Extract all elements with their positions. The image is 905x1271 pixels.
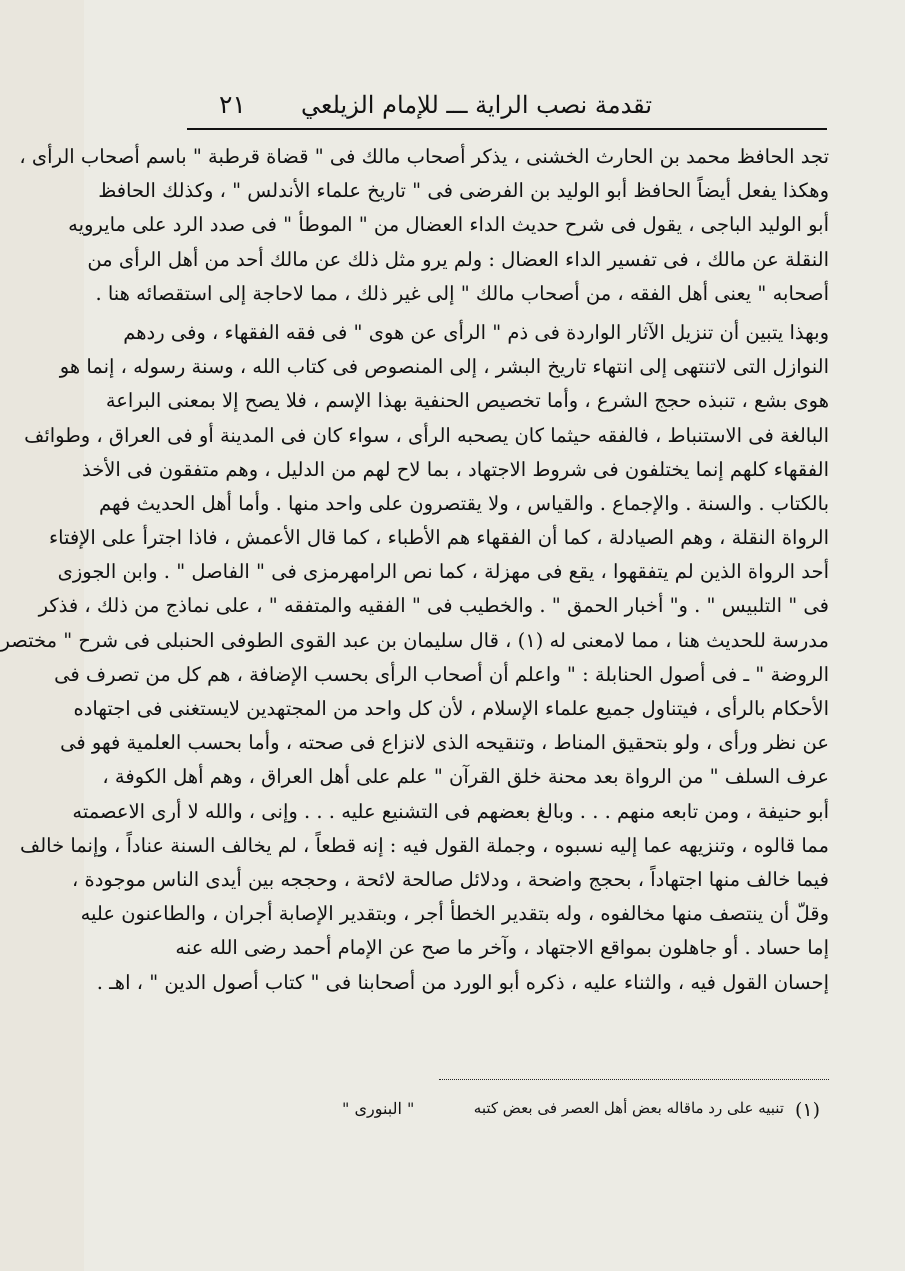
text-line: بالكتاب . والسنة . والإجماع . والقياس ، ولا يقتصرون على واحد منها . وأما أهل الحديث فهم xyxy=(99,491,829,515)
text-line: الفقهاء كلهم إنما يختلفون فى شروط الاجتهاد ، بما لاح لهم من الدليل ، وهم متفقون فى الأخذ xyxy=(81,457,829,481)
main-text xyxy=(0,140,829,1000)
text-line: عرف السلف " من الرواة بعد محنة خلق القرآن " علم على أهل العراق ، وهم أهل الكوفة ، xyxy=(102,765,829,789)
text-line: تجد الحافظ محمد بن الحارث الخشنى ، يذكر أصحاب مالك فى " قضاة قرطبة " باسم أصحاب الرأى ، xyxy=(19,145,829,168)
page-number: ٢١ xyxy=(219,90,246,119)
text-line: فيما خالف منها اجتهاداً ، بحجج واضحة ، ودلائل صالحة لائحة ، وحججه بين أيدى الناس موجودة ، xyxy=(72,867,829,891)
text-line: النوازل التى لاتنتهى إلى انتهاء تاريخ البشر ، إلى المنصوص فى كتاب الله ، وسنة رسوله ، إنما هو xyxy=(59,355,829,379)
text-line: مما قالوه ، وتنزيهه عما إليه نسبوه ، وجملة القول فيه : إنه قطعاً ، لم يخالف السنة عناداً ، وإنما خالف xyxy=(20,833,829,857)
text-line: أصحابه " يعنى أهل الفقه ، من أصحاب مالك " إلى غير ذلك ، مما لاحاجة إلى استقصائه هنا . xyxy=(95,281,829,305)
footnote-text: تنبيه على رد ماقاله بعض أهل العصر فى بعض كتبه xyxy=(473,1099,784,1117)
text-line: أحد الرواة الذين لم يتفقهوا ، يقع فى مهزلة ، كما نص الرامهرمزى فى " الفاصل " . وابن الجوزى xyxy=(57,560,829,584)
text-line: الرواة النقلة ، وهم الصيادلة ، كما أن الفقهاء هم الأطباء ، كما قال الأعمش ، فاذا اجترأ على الإفتاء xyxy=(48,526,829,550)
text-line: فى " التلبيس " . و" أخبار الحمق " . والخطيب فى " الفقيه والمتفقه " ، على نماذج من ذلك ، فذكر xyxy=(38,594,829,618)
text-line: النقلة عن مالك ، فى تفسير الداء العضال : ولم يرو مثل ذلك عن مالك أحد من أهل الرأى من xyxy=(87,247,829,271)
text-line: إما حساد . أو جاهلون بمواقع الاجتهاد ، وآخر ما صح عن الإمام أحمد رضى الله عنه xyxy=(175,936,829,960)
paragraph-2 xyxy=(0,316,829,1000)
header-title: تقدمة نصب الراية ـــ للإمام الزيلعي xyxy=(301,91,652,119)
text-line: البالغة فى الاستنباط ، فالفقه حيثما كان يصحبه الرأى ، سواء كان فى المدينة أو فى العراق ، وطوائف xyxy=(24,423,829,447)
text-line: وقلّ أن ينتصف منها مخالفوه ، وله بتقدير الخطأ أجر ، وبتقدير الإصابة أجران ، والطاعنون عليه xyxy=(80,902,829,926)
text-line: الروضة " ـ فى أصول الحنابلة : " واعلم أن أصحاب الرأى بحسب الإضافة ، هم كل من تصرف فى xyxy=(54,662,829,686)
text-line: أبو الوليد الباجى ، يقول فى شرح حديث الداء العضال من " الموطأ " فى صدد الرد على مايرويه xyxy=(68,213,829,237)
text-line: إحسان القول فيه ، والثناء عليه ، ذكره أبو الورد من أصحابنا فى " كتاب أصول الدين " ، اهـ . xyxy=(96,970,829,994)
running-header xyxy=(187,88,827,130)
text-line: هوى بشع ، تنبذه حجج الشرع ، وأما تخصيص الحنفية بهذا الإسم ، فلا يصح إلا بمعنى البراعة xyxy=(105,389,829,413)
text-line: مدرسة للحديث هنا ، مما لامعنى له (١) ، قال سليمان بن عبد القوى الطوفى الحنبلى فى شرح " مختصر xyxy=(0,628,829,652)
text-line: عن نظر ورأى ، ولو بتحقيق المناط ، وتنقيحه الذى لانزاع فى صحته ، وأما بحسب العلمية فهو فى xyxy=(60,731,829,755)
footnote-mark: (١) xyxy=(794,1099,820,1121)
footnote-author: " البنورى " xyxy=(342,1099,415,1118)
paragraph-1 xyxy=(19,140,829,311)
footnote-divider xyxy=(439,1079,829,1080)
text-line: وهكذا يفعل أيضاً الحافظ أبو الوليد بن الفرضى فى " تاريخ علماء الأندلس " ، وكذلك الحافظ xyxy=(98,179,829,203)
text-line: أبو حنيفة ، ومن تابعه منهم . . . وبالغ بعضهم فى التشنيع عليه . . . وإنى ، والله لا أرى الاعصمته xyxy=(72,799,829,823)
text-line: وبهذا يتبين أن تنزيل الآثار الواردة فى ذم " الرأى عن هوى " فى فقه الفقهاء ، وفى ردهم xyxy=(123,320,829,344)
text-line: الأحكام بالرأى ، فيتناول جميع علماء الإسلام ، لأن كل واحد من المجتهدين لايستغنى فى اجتهاده xyxy=(73,697,829,720)
